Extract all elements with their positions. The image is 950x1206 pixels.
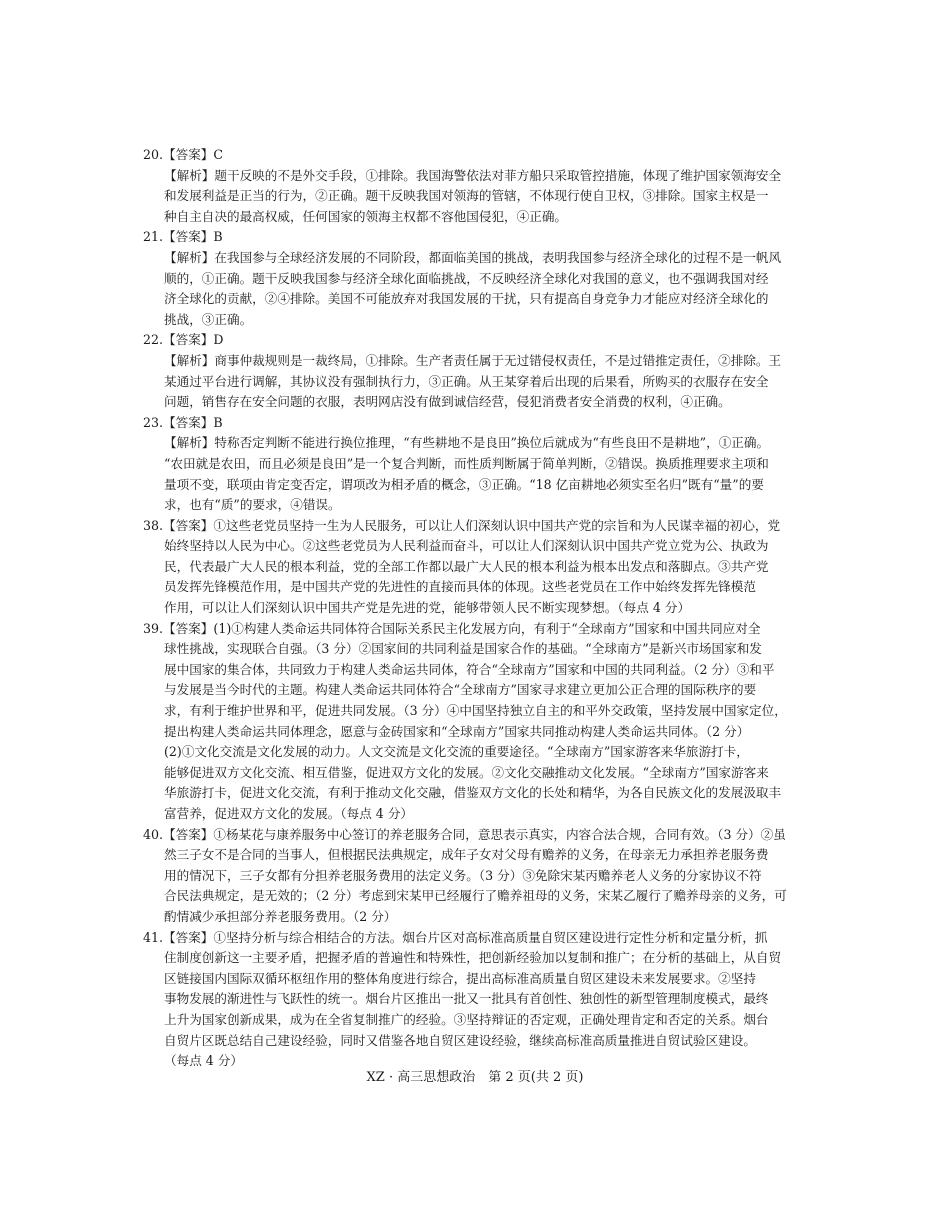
question-40 <box>143 825 810 928</box>
question-40-line-4: 合民法典规定，是无效的；（2 分）考虑到宋某甲已经履行了赡养祖母的义务，宋某乙履行了赡养母亲的义务，可 <box>164 888 787 904</box>
question-23-line-4: 量项不变，联项由肯定变否定，谓项改为相矛盾的概念，③正确。“18 亿亩耕地必须实至名归”既有“量”的要 <box>164 476 764 492</box>
question-40-line-3: 用的情况下，三子女都有分担养老服务费用的法定义务。（3 分）③免除宋某丙赡养老人义务的分家协议不符 <box>164 867 762 883</box>
question-21-line-2: 【解析】在我国参与全球经济发展的不同阶段，都面临美国的挑战，表明我国参与经济全球化的过程不是一帆风 <box>164 249 782 265</box>
question-38-line-4: 员发挥先锋模范作用，是中国共产党的先进性的直接而具体的体现。这些老党员在工作中始终发挥先锋模范 <box>164 579 756 595</box>
question-41-line-4: 事物发展的渐进性与飞跃性的统一。烟台片区推出一批又一批具有首创性、独创性的新型管理制度模式，最终 <box>164 991 769 1007</box>
question-20-line-3: 和发展利益是正当的行为，②正确。题干反映我国对领海的管辖，不体现行使自卫权，③排除。国家主权是一 <box>164 188 769 204</box>
question-21-line-3: 顺的，①正确。题干反映我国参与经济全球化面临挑战，不反映经济全球化对我国的意义，也不强调我国对经 <box>164 270 769 286</box>
question-22 <box>143 330 810 412</box>
question-23-line-3: “农田就是农田，而且必须是良田”是一个复合判断，而性质判断属于简单判断，②错误。换质推理要求主项和 <box>164 455 769 471</box>
question-39-line-10: 富营养，促进双方文化的发展。（每点 4 分） <box>164 806 414 821</box>
question-23-line-5: 求，也有“质”的要求，④错误。 <box>164 497 341 513</box>
question-20-line-2: 【解析】题干反映的不是外交手段，①排除。我国海警依法对菲方船只采取管控措施，体现了维护国家领海安全 <box>164 167 782 183</box>
question-20 <box>143 145 810 227</box>
question-39-line-9: 华旅游打卡，促进文化交流，有利于推动文化交融，借鉴双方文化的长处和精华，为各自民族文化的发展汲取丰 <box>164 785 782 801</box>
question-41-line-7: （每点 4 分） <box>164 1053 243 1069</box>
question-21 <box>143 227 810 330</box>
question-39-line-6: 提出构建人类命运共同体理念，愿意与金砖国家和“全球南方”国家共同推动构建人类命运共同体。（2 分） <box>164 723 750 739</box>
question-39-line-2: 球性挑战，实现联合自强。（3 分）②国家间的共同利益是国家合作的基础。“全球南方”是新兴市场国家和发 <box>164 641 762 657</box>
question-39-line-7: (2)①文化交流是文化发展的动力。人文交流是文化交流的重要途径。“全球南方”国家游客来华旅游打卡， <box>164 744 749 760</box>
question-41-line-6: 自贸片区既总结自己建设经验，同时又借鉴各地自贸区建设经验，继续高标准高质量推进自贸试验区建设。 <box>164 1032 756 1048</box>
question-22-line-2: 【解析】商事仲裁规则是一裁终局，①排除。生产者责任属于无过错侵权责任，不是过错推定责任，②排除。王 <box>164 352 782 368</box>
question-39-line-3: 展中国家的集合体，共同致力于构建人类命运共同体，符合“全球南方”国家和中国的共同利益。（2 分）③和平 <box>164 661 775 677</box>
question-41-line-1: 41.【答案】①坚持分析与综合相结合的方法。烟台片区对高标准高质量自贸区建设进行定性分析和定量分析，抓 <box>143 929 768 945</box>
question-40-line-1: 40.【答案】①杨某花与康养服务中心签订的养老服务合同，意思表示真实，内容合法合规，合同有效。（3 分）②虽 <box>143 826 786 842</box>
question-20-line-4: 种自主自决的最高权威，任何国家的领海主权都不容他国侵犯，④正确。 <box>164 208 567 224</box>
question-39-line-5: 求，有利于维护世界和平，促进共同发展。（3 分）④中国坚持独立自主的和平外交政策，坚持发展中国家定位， <box>164 703 787 719</box>
question-38-line-2: 始终坚持以人民为中心。②这些老党员为人民利益而奋斗，可以让人们深刻认识中国共产党立党为公、执政为 <box>164 538 769 554</box>
question-21-line-1: 21.【答案】B <box>143 229 223 245</box>
question-22-line-3: 某通过平台进行调解，其协议没有强制执行力，③正确。从王某穿着后出现的后果看，所购买的衣服存在安全 <box>164 373 769 389</box>
question-41-line-2: 住制度创新这一主要矛盾，把握矛盾的普遍性和特殊性，把创新经验加以复制和推广；在分析的基础上，从自贸 <box>164 950 782 966</box>
question-38 <box>143 516 810 619</box>
question-40-line-5: 酌情减少承担部分养老服务费用。（2 分） <box>164 908 397 924</box>
question-23-line-1: 23.【答案】B <box>143 414 223 430</box>
question-22-line-1: 22.【答案】D <box>143 332 224 348</box>
page-footer: XZ · 高三思想政治 第 2 页(共 2 页) <box>366 1070 584 1085</box>
question-41 <box>143 928 810 1072</box>
question-41-line-3: 区链接国内国际双循环枢纽作用的整体角度进行综合，提出高标准高质量自贸区建设未来发展要求。②坚持 <box>164 970 756 986</box>
question-41-line-5: 上升为国家创新成果，成为在全省复制推广的经验。③坚持辩证的否定观，正确处理肯定和否定的关系。烟台 <box>164 1011 769 1027</box>
question-20-line-1: 20.【答案】C <box>143 147 224 162</box>
question-38-line-3: 民，代表最广大人民的根本利益，党的全部工作都以最广大人民的根本利益为根本出发点和落脚点。③共产党 <box>164 558 769 574</box>
answer-page <box>143 145 810 1072</box>
question-38-line-5: 作用，可以让人们深刻认识中国共产党是先进的党，能够带领人民不断实现梦想。（每点 4 分） <box>164 600 691 616</box>
question-40-line-2: 然三子女不是合同的当事人，但根据民法典规定，成年子女对父母有赡养的义务，在母亲无力承担养老服务费 <box>164 847 769 863</box>
question-39 <box>143 619 810 825</box>
question-23 <box>143 413 810 516</box>
question-22-line-4: 问题，销售存在安全问题的衣服，表明网店没有做到诚信经营，侵犯消费者安全消费的权利，④正确。 <box>164 394 731 410</box>
question-38-line-1: 38.【答案】①这些老党员坚持一生为人民服务，可以让人们深刻认识中国共产党的宗旨和为人民谋幸福的初心，党 <box>143 517 781 533</box>
question-23-line-2: 【解析】特称否定判断不能进行换位推理，“有些耕地不是良田”换位后就成为“有些良田不是耕地”，①正确。 <box>164 435 770 451</box>
question-39-line-8: 能够促进双方文化交流、相互借鉴，促进双方文化的发展。②文化交融推动文化发展。“全球南方”国家游客来 <box>164 764 769 780</box>
question-21-line-5: 挑战，③正确。 <box>164 311 253 327</box>
question-39-line-1: 39.【答案】(1)①构建人类命运共同体符合国际关系民主化发展方向，有利于“全球南方”国家和中国共同应对全 <box>143 620 761 636</box>
question-21-line-4: 济全球化的贡献，②④排除。美国不可能放弃对我国发展的干扰，只有提高自身竞争力才能应对经济全球化的 <box>164 291 769 307</box>
question-39-line-4: 与发展是当今时代的主题。构建人类命运共同体符合“全球南方”国家寻求建立更加公正合理的国际秩序的要 <box>164 682 757 698</box>
